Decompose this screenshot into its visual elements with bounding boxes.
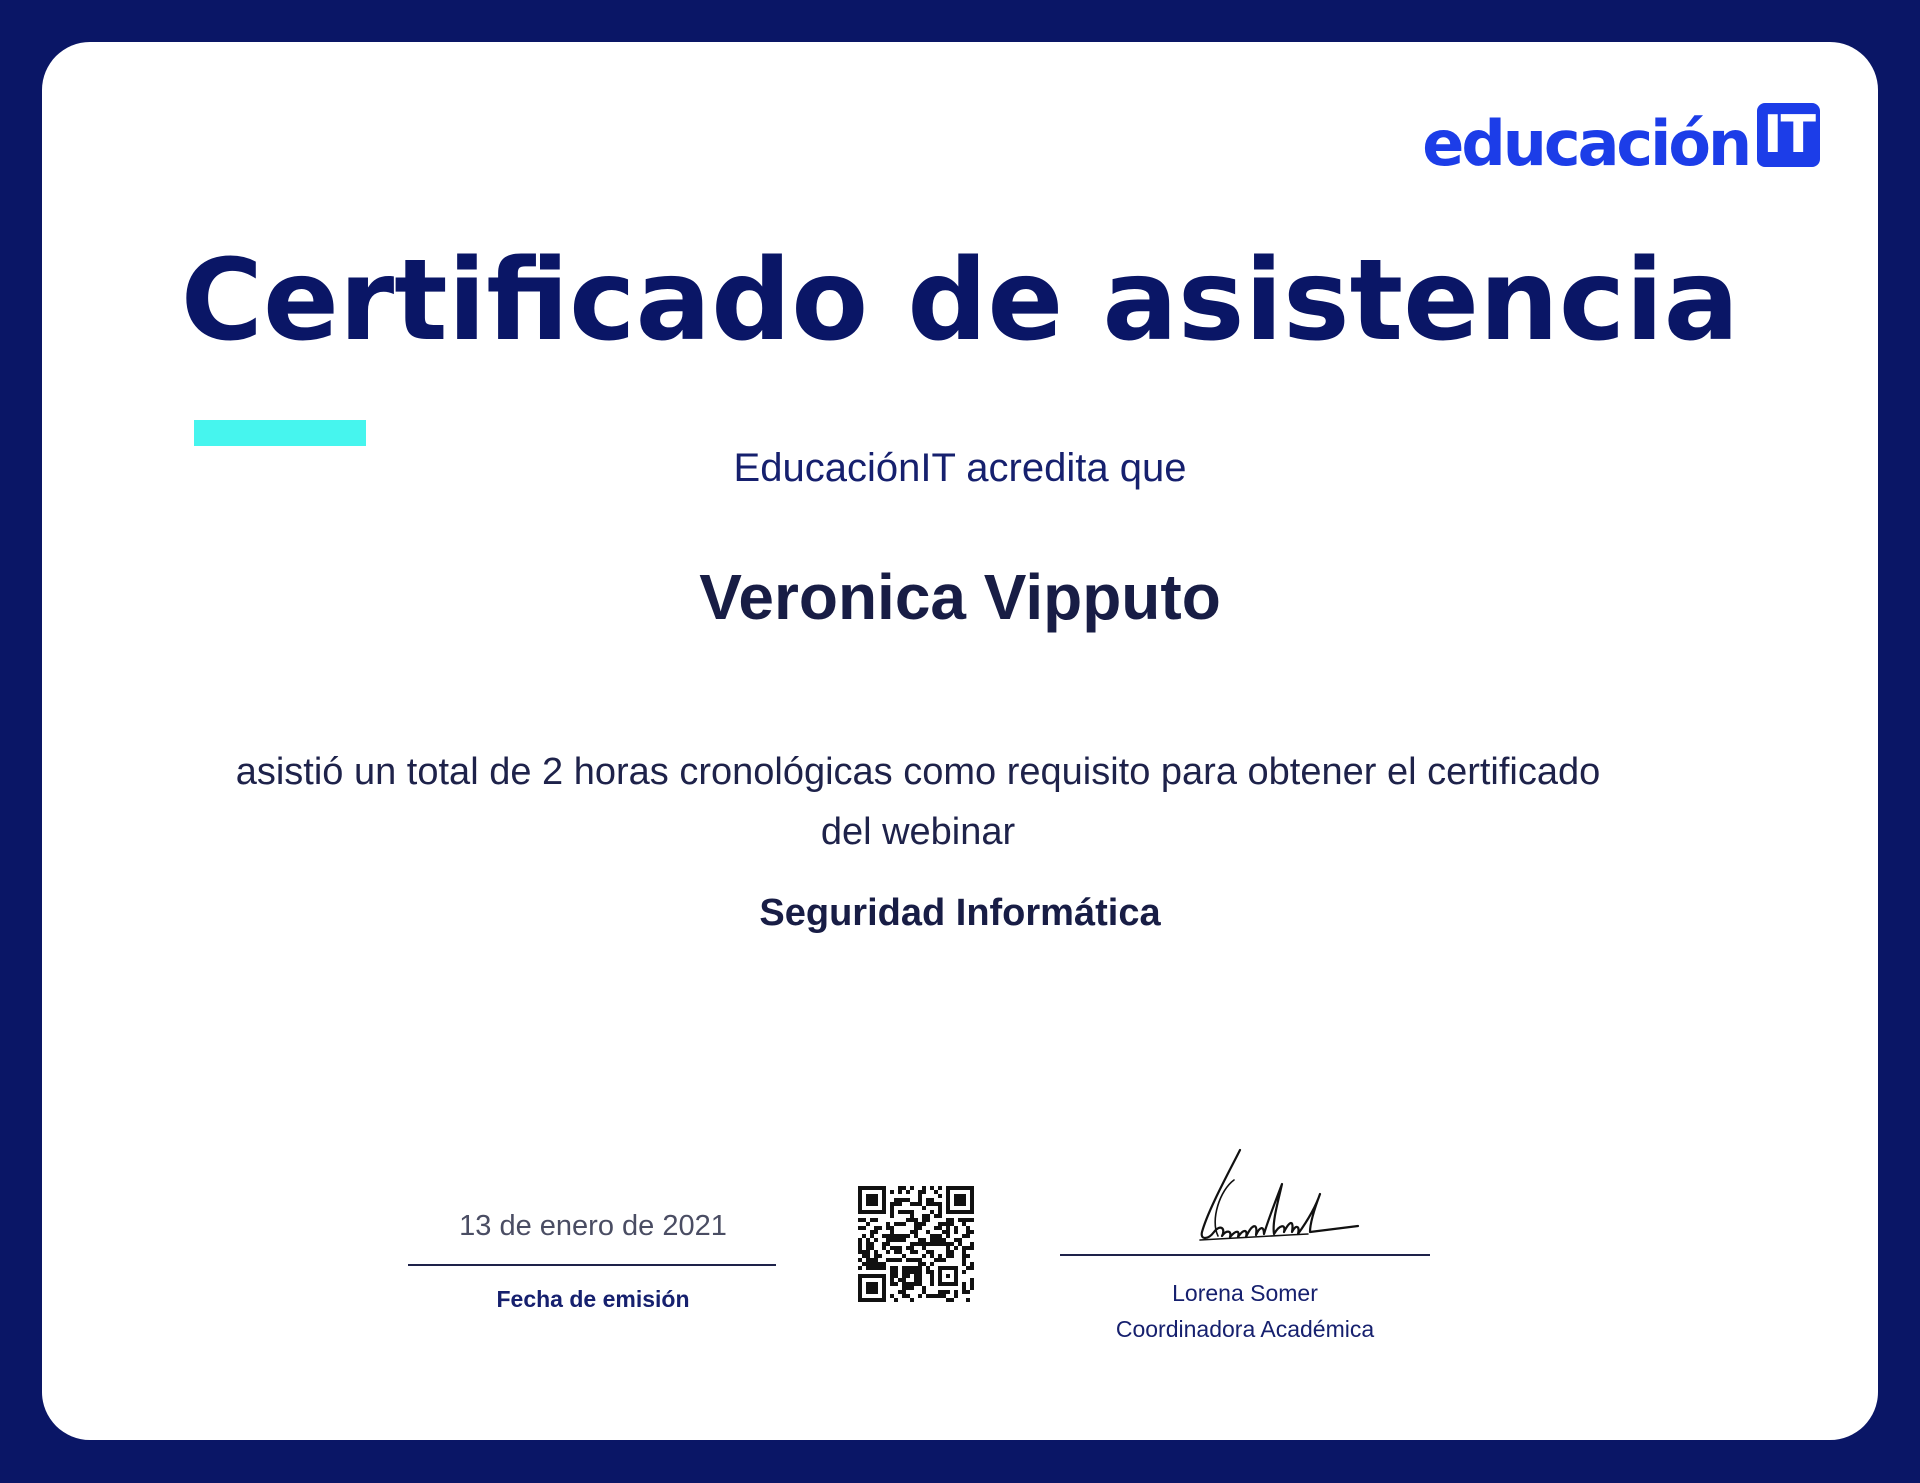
educacionit-logo [1422,105,1820,180]
signatory-name: Lorena Somer [1172,1280,1318,1306]
recipient-name: Veronica Vipputo [699,561,1221,633]
statement-line-1: asistió un total de 2 horas cronológicas como requisito para obtener el certificado [235,751,1601,793]
issuer-line: EducaciónIT acredita que [733,446,1187,490]
signature-line [1060,1254,1430,1256]
course-name: Seguridad Informática [759,892,1161,934]
issue-date: 13 de enero de 2021 [459,1210,727,1242]
attendance-statement [150,742,1686,862]
signatory-role: Coordinadora Académica [1115,1316,1375,1342]
qr-code-icon[interactable] [858,1186,974,1302]
certificate-title: Certificado de asistencia [180,236,1740,366]
issue-date-label: Fecha de emisión [496,1286,690,1312]
signature-image [1160,1140,1360,1290]
logo-text: educación [1422,107,1750,180]
date-underline [408,1264,776,1266]
statement-line-2: del webinar [820,811,1016,853]
accent-bar [194,420,366,446]
logo-badge: IT [1757,103,1820,167]
